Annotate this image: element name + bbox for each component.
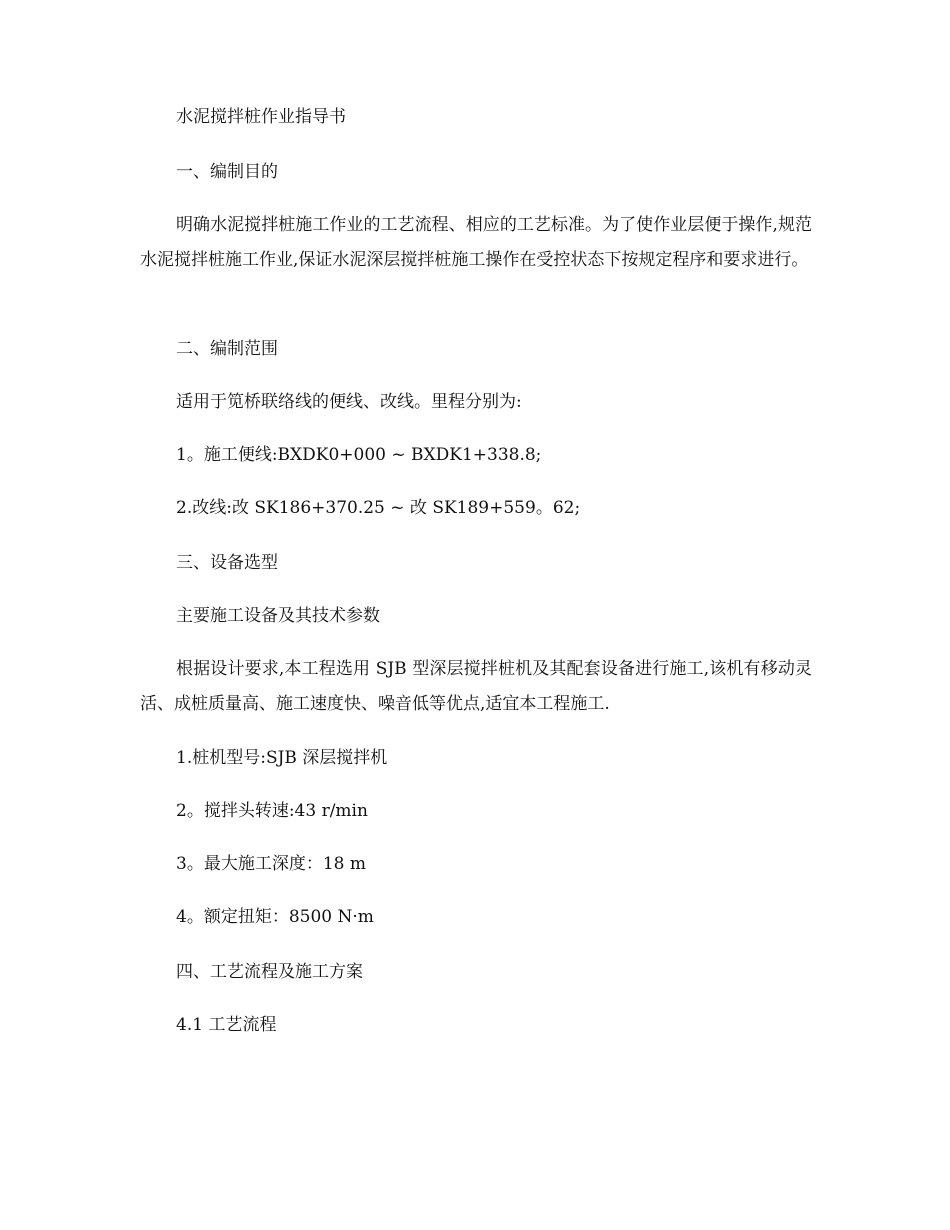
section-2-paragraph: 适用于笕桥联络线的便线、改线。里程分别为: — [176, 392, 522, 412]
section-3-paragraph: 根据设计要求,本工程选用 SJB 型深层搅拌桩机及其配套设备进行施工,该机有移动灵活、成桩质量高、施工速度快、噪音低等优点,适宜本工程施工. — [140, 659, 812, 714]
document-title: 水泥搅拌桩作业指导书 — [176, 107, 346, 127]
section-3-list-item: 3。最大施工深度：18 m — [176, 854, 366, 874]
section-3-list-item: 4。额定扭矩：8500 N·m — [176, 907, 374, 927]
section-3-subheading: 主要施工设备及其技术参数 — [176, 606, 380, 626]
section-3-list-item: 1.桩机型号:SJB 深层搅拌机 — [176, 748, 388, 768]
section-4-heading: 四、工艺流程及施工方案 — [176, 962, 363, 982]
section-2-list-item: 2.改线:改 SK186+370.25 ~ 改 SK189+559。62; — [176, 498, 581, 518]
section-3-heading: 三、设备选型 — [176, 553, 278, 573]
section-1-heading: 一、编制目的 — [176, 162, 278, 182]
section-2-list-item: 1。施工便线:BXDK0+000 ~ BXDK1+338.8; — [176, 445, 542, 465]
section-1-paragraph: 明确水泥搅拌桩施工作业的工艺流程、相应的工艺标准。为了使作业层便于操作,规范水泥搅拌桩施工作业,保证水泥深层搅拌桩施工操作在受控状态下按规定程序和要求进行。 — [140, 215, 812, 270]
section-2-heading: 二、编制范围 — [176, 339, 278, 359]
section-4-subheading: 4.1 工艺流程 — [176, 1015, 277, 1035]
section-3-list-item: 2。搅拌头转速:43 r/min — [176, 801, 368, 821]
